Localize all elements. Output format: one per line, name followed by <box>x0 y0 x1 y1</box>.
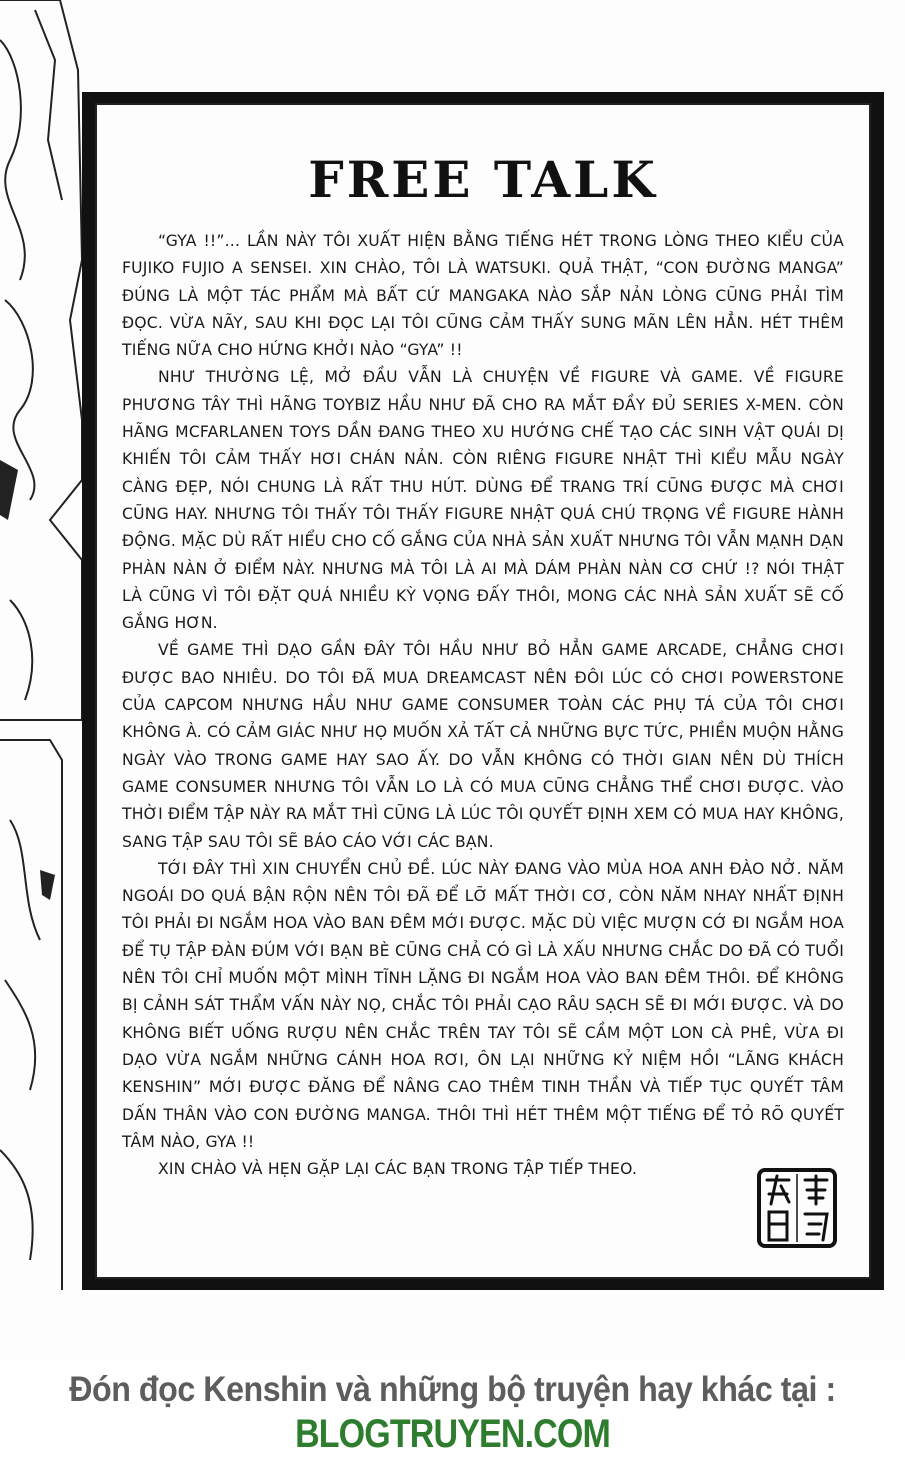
manga-art-fragment <box>0 0 82 1290</box>
author-seal-stamp <box>757 1168 837 1248</box>
paragraph: VỀ GAME THÌ DẠO GẦN ĐÂY TÔI HẦU NHƯ BỎ HẲN GAME ARCADE, CHẲNG CHƠI ĐƯỢC BAO NHIÊU. DO TÔI ĐÃ MUA DREAMCAST NÊN ĐÔI LÚC CÓ CHƠI POWERSTONE CỦA CAPCOM NHƯNG HẦU NHƯ GAME CONSUMER TOÀN CÁC PHỤ TÁ CỦA TÔI CHƠI KHÔNG À. CÓ CẢM GIÁC NHƯ HỌ MUỐN XẢ TẤT CẢ NHỮNG BỰC TỨC, PHIỀN MUỘN HẰNG NGÀY VÀO TRONG GAME HAY SAO ẤY. DO VẪN KHÔNG CÓ THỜI GIAN NÊN DÙ THÍCH GAME CONSUMER NHƯNG TÔI VẪN LO LÀ CÓ MUA CŨNG CHẲNG THỂ CHƠI ĐƯỢC. VÀO THỜI ĐIỂM TẬP NÀY RA MẮT THÌ CŨNG LÀ LÚC TÔI QUYẾT ĐỊNH XEM CÓ MUA HAY KHÔNG, SANG TẬP SAU TÔI SẼ BÁO CÁO VỚI CÁC BẠN. <box>122 641 844 851</box>
page-title: FREE TALK <box>308 150 658 209</box>
paragraph: “GYA !!”... LẦN NÀY TÔI XUẤT HIỆN BẰNG TIẾNG HÉT TRONG LÒNG THEO KIỂU CỦA FUJIKO FUJIO A SENSEI. XIN CHÀO, TÔI LÀ WATSUKI. QUẢ THẬT, “CON ĐƯỜNG MANGA” ĐÚNG LÀ MỘT TÁC PHẨM MÀ BẤT CỨ MANGAKA NÀO SẮP NẢN LÒNG CŨNG PHẢI TÌM ĐỌC. VỪA NÃY, SAU KHI ĐỌC LẠI TÔI CŨNG CẢM THẤY SUNG MÃN LÊN HẲN. HÉT THÊM TIẾNG NỮA CHO HỨNG KHỞI NÀO “GYA” !! <box>122 232 844 360</box>
site-link[interactable]: BLOGTRUYEN.COM <box>295 1412 610 1456</box>
paragraph: XIN CHÀO VÀ HẸN GẶP LẠI CÁC BẠN TRONG TẬP TIẾP THEO. <box>158 1160 638 1179</box>
free-talk-body <box>122 228 844 1183</box>
promo-footer <box>0 1360 905 1469</box>
paragraph: TỚI ĐÂY THÌ XIN CHUYỂN CHỦ ĐỀ. LÚC NÀY ĐANG VÀO MÙA HOA ANH ĐÀO NỞ. NĂM NGOÁI DO QUÁ BẬN RỘN NÊN TÔI ĐÃ ĐỂ LỠ MẤT THỜI CƠ, CÒN NĂM NHAY NHẤT ĐỊNH TÔI PHẢI ĐI NGẮM HOA VÀO BAN ĐÊM MỚI ĐƯỢC. MẶC DÙ VIỆC MƯỢN CỚ ĐI NGẮM HOA ĐỂ TỤ TẬP ĐÀN ĐÚM VỚI BẠN BÈ CŨNG CHẢ CÓ GÌ LÀ XẤU NHƯNG CHẮC DO ĐÃ CÓ TUỔI NÊN TÔI CHỈ MUỐN MỘT MÌNH TĨNH LẶNG ĐI NGẮM HOA VÀO BAN ĐÊM THÔI. ĐỂ KHÔNG BỊ CẢNH SÁT THẨM VẤN NÀY NỌ, CHẮC TÔI PHẢI CẠO RÂU SẠCH SẼ ĐI MỚI ĐƯỢC. VÀ DO KHÔNG BIẾT UỐNG RƯỢU NÊN CHẮC TRÊN TAY TÔI SẼ CẦM MỘT LON CÀ PHÊ, VỪA ĐI DẠO VỪA NGẮM NHỮNG CÁNH HOA RƠI, ÔN LẠI NHỮNG KỶ NIỆM HỒI “LÃNG KHÁCH KENSHIN” MỚI ĐƯỢC ĐĂNG ĐỂ NÂNG CAO THÊM TINH THẦN VÀ TIẾP TỤC QUYẾT TÂM DẤN THÂN VÀO CON ĐƯỜNG MANGA. THÔI THÌ HÉT THÊM MỘT TIẾNG ĐỂ TỎ RÕ QUYẾT TÂM NÀO, GYA !! <box>122 859 844 1151</box>
promo-text: Đón đọc Kenshin và những bộ truyện hay khác tại : <box>69 1370 836 1409</box>
paragraph: NHƯ THƯỜNG LỆ, MỞ ĐẦU VẪN LÀ CHUYỆN VỀ FIGURE VÀ GAME. VỀ FIGURE PHƯƠNG TÂY THÌ HÃNG TOYBIZ HẦU NHƯ ĐÃ CHO RA MẮT ĐẦY ĐỦ SERIES X-MEN. CÒN HÃNG MCFARLANEN TOYS DẦN ĐANG THEO XU HƯỚNG CHẾ TẠO CÁC SINH VẬT QUÁI DỊ KHIẾN TÔI CẢM THẤY HƠI CHÁN NẢN. CÒN RIÊNG FIGURE NHẬT THÌ KIỂU MẪU NGÀY CÀNG ĐẸP, NÓI CHUNG LÀ RẤT THU HÚT. DÙNG ĐỂ TRANG TRÍ CŨNG ĐƯỢC MÀ CHƠI CŨNG HAY. NHƯNG TÔI THẤY TÔI THẤY FIGURE NHẬT QUÁ CHÚ TRỌNG VỀ FIGURE HÀNH ĐỘNG. MẶC DÙ RẤT HIỂU CHO CỐ GẮNG CỦA NHÀ SẢN XUẤT NHƯNG TÔI VẪN MẠNH DẠN PHÀN NÀN Ở ĐIỂM NÀY. NHƯNG MÀ TÔI LÀ AI MÀ DÁM PHÀN NÀN CƠ CHỨ !? NÓI THẬT LÀ CŨNG VÌ TÔI ĐẶT QUÁ NHIỀU KỲ VỌNG ĐẤY THÔI, MONG CÁC NHÀ SẢN XUẤT SẼ CỐ GẮNG HƠN. <box>122 368 844 633</box>
